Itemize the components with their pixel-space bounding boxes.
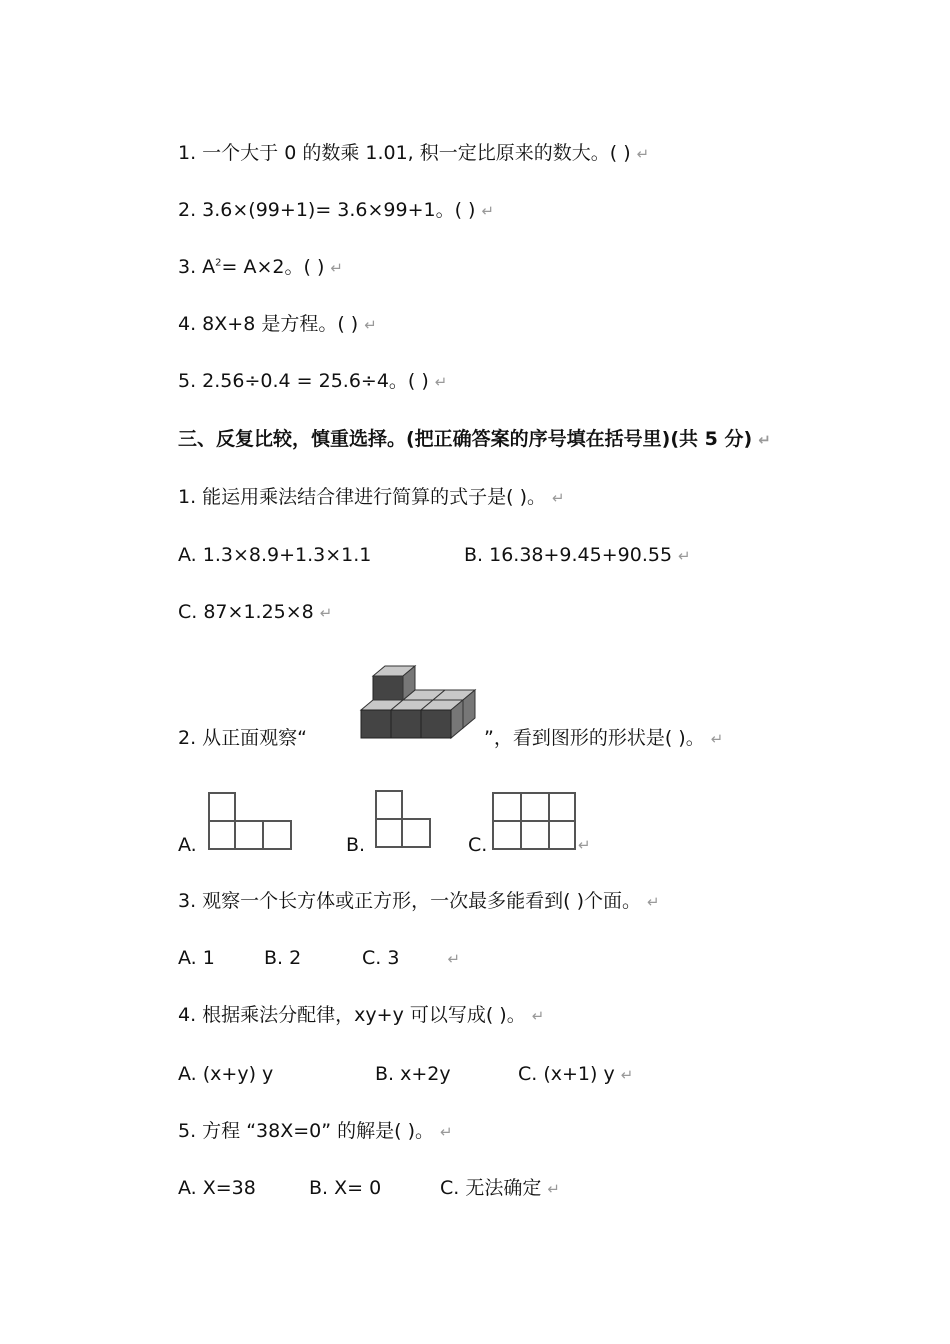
paragraph-mark-icon: ↵ — [364, 316, 377, 334]
choice-q1: 1. 能运用乘法结合律进行简算的式子是( )。 ↵ — [178, 486, 565, 508]
cube-stack-figure — [355, 664, 480, 742]
option-a-shape — [208, 792, 292, 850]
paragraph-mark-icon: ↵ — [647, 893, 660, 911]
paragraph-mark-icon: ↵ — [547, 1180, 560, 1198]
choice-q1-option-c: C. 87×1.25×8 ↵ — [178, 601, 333, 623]
choice-q4-option-c: C. (x+1) y ↵ — [518, 1063, 634, 1085]
choice-q2-option-c-label: C. — [468, 834, 488, 856]
choice-q5: 5. 方程 “38X=0” 的解是( )。 ↵ — [178, 1120, 453, 1142]
paragraph-mark-icon: ↵ — [636, 145, 650, 163]
choice-q3-option-a: A. 1 — [178, 947, 215, 969]
option-c-shape — [492, 792, 576, 850]
judge-q4: 4. 8X+8 是方程。( ) ↵ — [178, 313, 377, 335]
paragraph-mark-icon: ↵ — [447, 950, 461, 968]
choice-q2-option-b-label: B. — [346, 834, 366, 856]
paragraph-mark-icon: ↵ — [710, 730, 724, 748]
choice-q5-option-b: B. X= 0 — [309, 1177, 382, 1199]
paragraph-mark-icon: ↵ — [531, 1007, 545, 1025]
paragraph-mark-icon: ↵ — [319, 604, 333, 622]
choice-q3: 3. 观察一个长方体或正方形，一次最多能看到( )个面。 ↵ — [178, 890, 660, 912]
choice-q3-option-b: B. 2 — [264, 947, 302, 969]
choice-q5-option-a: A. X=38 — [178, 1177, 256, 1199]
judge-q2: 2. 3.6×(99+1)= 3.6×99+1。( ) ↵ — [178, 199, 495, 221]
paragraph-mark-icon: ↵ — [620, 1066, 634, 1084]
option-b-shape — [375, 790, 431, 848]
choice-q1-option-b: B. 16.38+9.45+90.55 ↵ — [464, 544, 691, 566]
section-heading: 三、反复比较，慎重选择。(把正确答案的序号填在括号里)(共 5 分) ↵ — [178, 428, 771, 450]
paragraph-mark-icon: ↵ — [552, 489, 565, 507]
paragraph-mark-icon: ↵ — [434, 373, 448, 391]
paragraph-mark-icon: ↵ — [481, 202, 495, 220]
choice-q4-option-a: A. (x+y) y — [178, 1063, 274, 1085]
paragraph-mark-icon: ↵ — [678, 547, 691, 565]
choice-q4: 4. 根据乘法分配律，xy+y 可以写成( )。 ↵ — [178, 1004, 545, 1026]
choice-q5-option-c: C. 无法确定 ↵ — [440, 1177, 560, 1199]
choice-q2-prefix: 2. 从正面观察“ — [178, 727, 308, 749]
choice-q2-option-a-label: A. — [178, 834, 197, 856]
choice-q1-option-a: A. 1.3×8.9+1.3×1.1 — [178, 544, 372, 566]
paragraph-mark-icon: ↵ — [440, 1123, 453, 1141]
judge-q3: 3. $A^2= A\times 2$。( ) ↵ — [178, 256, 343, 278]
judge-q1: 1. 一个大于 0 的数乘 1.01, 积一定比原来的数大。( ) ↵ — [178, 142, 650, 164]
choice-q3-option-c: C. 3 ↵ — [362, 947, 461, 969]
choice-q2-suffix: ”，看到图形的形状是( )。 ↵ — [484, 727, 724, 749]
paragraph-mark-icon: ↵ — [330, 259, 343, 277]
paragraph-mark-icon: ↵ — [758, 431, 771, 449]
judge-q5: 5. 2.56÷0.4 = 25.6÷4。( ) ↵ — [178, 370, 448, 392]
choice-q4-option-b: B. x+2y — [375, 1063, 451, 1085]
paragraph-mark-icon: ↵ — [578, 836, 591, 854]
